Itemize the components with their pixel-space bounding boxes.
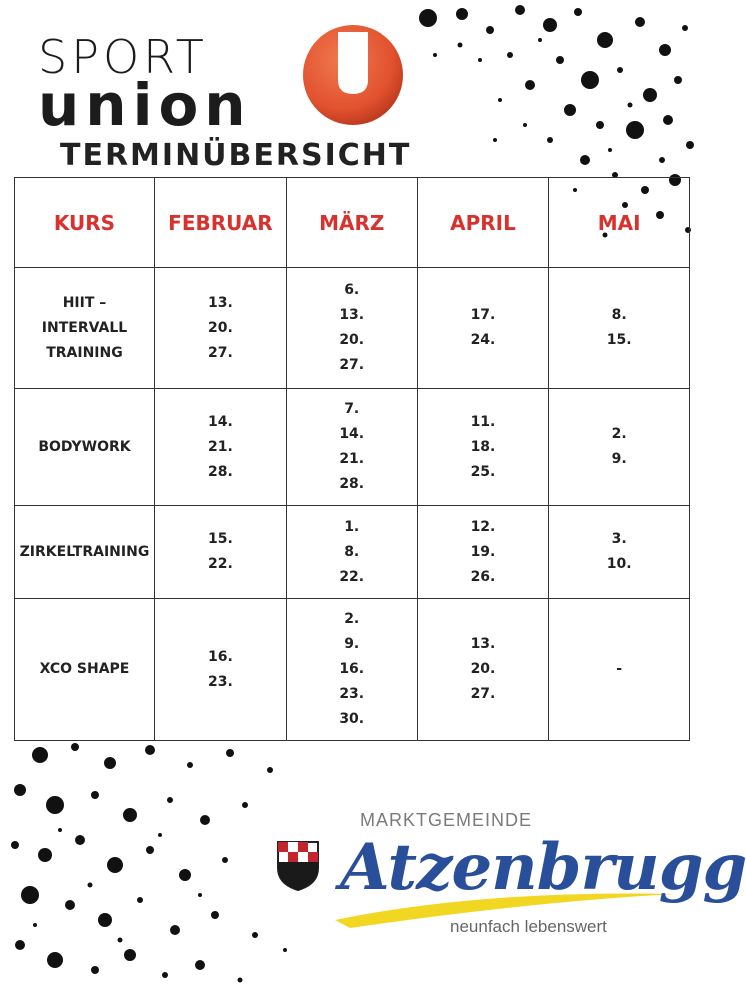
- date: 1.: [344, 518, 360, 535]
- logo-union-text: union: [38, 71, 252, 139]
- date: 28.: [339, 476, 365, 492]
- date: 30.: [339, 711, 365, 727]
- date: 2.: [344, 611, 360, 627]
- date: 15.: [606, 332, 632, 348]
- dates-maerz: [286, 599, 417, 741]
- table-header-row: [15, 178, 690, 268]
- date: 26.: [470, 568, 496, 585]
- date: 6.: [344, 282, 360, 298]
- header-mai: MAI: [549, 178, 690, 268]
- date: 23.: [339, 686, 365, 702]
- header-april: APRIL: [417, 178, 549, 268]
- table-row: [15, 599, 690, 741]
- course-name: [15, 599, 155, 741]
- logo-sport-text: SPORT: [38, 30, 208, 84]
- date: 14.: [207, 413, 233, 430]
- course-name: [15, 268, 155, 389]
- dates-april: [417, 389, 549, 506]
- dates-mai: [549, 389, 690, 506]
- coat-of-arms-icon: [276, 840, 320, 892]
- date: 10.: [606, 556, 632, 572]
- date: 23.: [207, 673, 233, 690]
- date: 22.: [339, 568, 365, 585]
- dates-maerz: [286, 268, 417, 389]
- date: 22.: [207, 556, 233, 572]
- date: 7.: [344, 401, 360, 417]
- date: 8.: [344, 543, 360, 560]
- dates-mai: [549, 268, 690, 389]
- date: 21.: [207, 438, 233, 455]
- atzenbrugg-tagline: neunfach lebenswert: [450, 917, 607, 936]
- page-title: TERMINÜBERSICHT: [60, 138, 412, 173]
- date: 15.: [207, 531, 233, 547]
- date: 24.: [470, 332, 496, 348]
- course-line: BODYWORK: [38, 438, 131, 455]
- dates-april: [417, 506, 549, 599]
- course-line: INTERVALL: [41, 319, 128, 336]
- course-line: XCO SHAPE: [39, 661, 130, 677]
- schedule-table: [14, 177, 690, 741]
- date: -: [616, 661, 623, 677]
- header-kurs: KURS: [15, 178, 155, 268]
- dates-februar: [154, 599, 286, 741]
- date: 27.: [339, 357, 365, 373]
- date: 17.: [470, 307, 496, 323]
- date: 13.: [207, 294, 233, 311]
- date: 20.: [470, 661, 496, 677]
- date: 9.: [611, 451, 627, 467]
- union-u-badge-icon: [300, 22, 406, 128]
- date: 13.: [470, 636, 496, 652]
- dates-mai: [549, 599, 690, 741]
- date: 16.: [339, 661, 365, 677]
- date: 9.: [344, 636, 360, 652]
- dates-april: [417, 599, 549, 741]
- date: 21.: [339, 451, 365, 467]
- date: 28.: [207, 463, 233, 480]
- date: 8.: [611, 307, 627, 323]
- dates-februar: [154, 268, 286, 389]
- dates-februar: [154, 389, 286, 506]
- date: 11.: [470, 413, 496, 430]
- date: 20.: [339, 332, 365, 348]
- course-line: TRAINING: [46, 344, 123, 361]
- course-name: [15, 389, 155, 506]
- date: 20.: [207, 319, 233, 336]
- atzenbrugg-name: Atzenbrugg: [340, 830, 746, 905]
- table-row: [15, 268, 690, 389]
- date: 14.: [339, 426, 365, 442]
- date: 25.: [470, 463, 496, 480]
- course-line: HIIT –: [62, 294, 107, 311]
- marktgemeinde-label: MARKTGEMEINDE: [360, 810, 533, 830]
- header-maerz: MÄRZ: [286, 178, 417, 268]
- date: 3.: [611, 531, 627, 547]
- date: 27.: [470, 686, 496, 702]
- dates-mai: [549, 506, 690, 599]
- dates-april: [417, 268, 549, 389]
- dates-februar: [154, 506, 286, 599]
- table-row: [15, 506, 690, 599]
- date: 12.: [470, 518, 496, 535]
- date: 16.: [207, 648, 233, 665]
- course-name: [15, 506, 155, 599]
- course-line: ZIRKELTRAINING: [19, 543, 150, 560]
- date: 18.: [470, 438, 496, 455]
- atzenbrugg-logo: [270, 810, 746, 960]
- date: 2.: [611, 426, 627, 442]
- date: 27.: [207, 344, 233, 361]
- dates-maerz: [286, 389, 417, 506]
- date: 19.: [470, 543, 496, 560]
- table-row: [15, 389, 690, 506]
- dates-maerz: [286, 506, 417, 599]
- date: 13.: [339, 307, 365, 323]
- header-februar: FEBRUAR: [154, 178, 286, 268]
- sport-union-logo: [38, 30, 438, 139]
